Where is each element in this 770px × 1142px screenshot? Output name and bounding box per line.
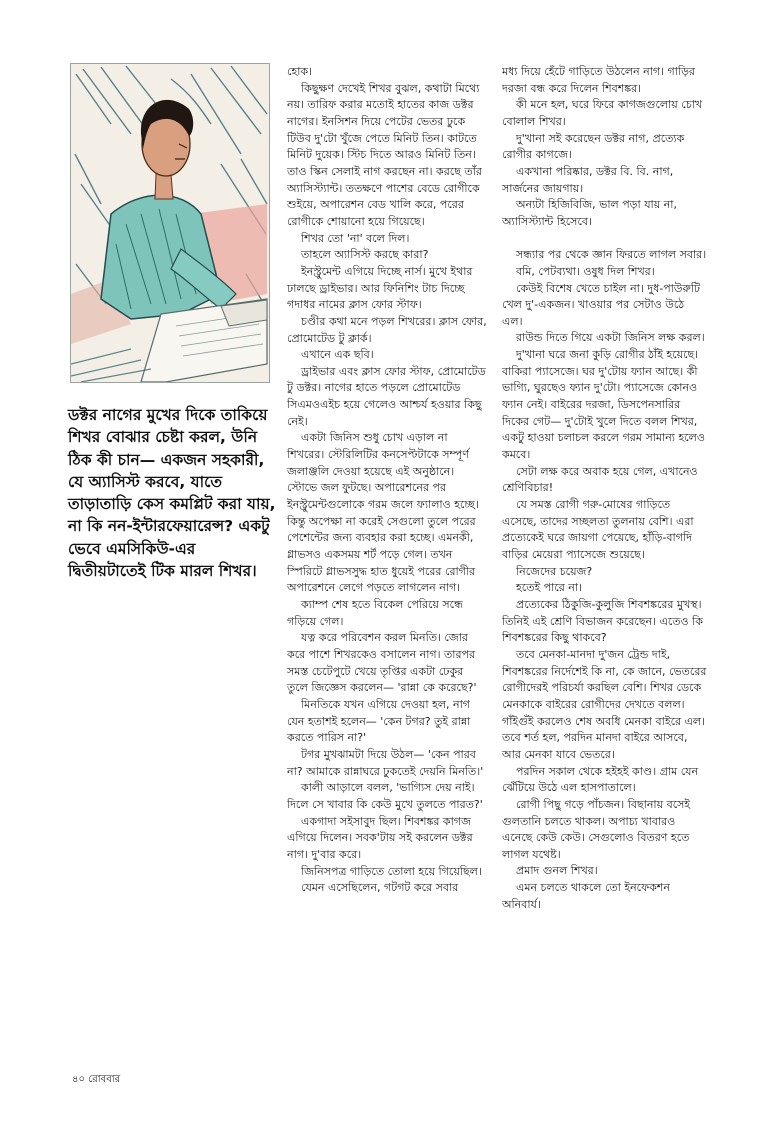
paragraph: চণ্ডীর কথা মনে পড়ল শিখরের। ক্লাস ফোর, প্রোমোটেড টু ক্লার্ক। — [287, 314, 487, 345]
paragraph: কেউই বিশেষ খেতে চাইল না। দুধ-পাউরুটি খেল দু'-একজন। খাওয়ার পর সেটাও উঠে এল। — [502, 281, 701, 328]
paragraph: ড্রাইভার এবং ক্লাস ফোর স্টাফ, প্রোমোটেড টু ডক্টর। নাগের হাতে পড়লে প্রোমোটেড সিএমওএইচ হয়ে গেলেও আশ্চর্য হওয়ার কিছু নেই। — [287, 364, 486, 428]
right-column — [502, 64, 707, 913]
paragraph: মধ্য দিয়ে হেঁটে গাড়িতে উঠলেন নাগ। গাড়ির দরজা বন্ধ করে দিলেন শিবশঙ্কর। — [502, 65, 695, 95]
paragraph: হতেই পারে না। — [516, 581, 582, 595]
paragraph: জিনিসপত্র গাড়িতে তোলা হয়ে গিয়েছিল। — [301, 864, 482, 878]
man-reading-illustration-icon — [71, 64, 269, 382]
illustration — [70, 63, 270, 383]
paragraph: তবে মেনকা-মানদা দু'জন ট্রেন্ড দাই, শিবশঙ্করের নির্দেশেই কি না, কে জানে, ভেতরের রোগীদেরই পরিচর্যা করছিল বেশি। শিখর ডেকে মেনকাকে বাইরের রোগীদের দেখতে বলল। গাঁইগুঁই করলেও শেষ অবধি মেনকা বাইরে এল। তবে শর্ত হল, পরদিন মানদা বাইরে আসবে, আর মেনকা যাবে ভেতরে। — [502, 647, 707, 761]
paragraph: মিনতিকে যখন এগিয়ে দেওয়া হল, নাগ যেন হতাশই হলেন— 'কেন টগর? তুই রান্না করতে পারিস না?' — [287, 697, 471, 745]
paragraph: টগর মুখঝামটা দিয়ে উঠল— 'কেন পারব না? আমাকে রান্নাঘরে ঢুকতেই দেয়নি মিনতি।' — [287, 747, 484, 778]
paragraph: একটা জিনিস শুধু চোখ এড়াল না শিখরের। স্টেরিলিটির কনসেপ্টটাকে সম্পূর্ণ জলাঞ্জলি দেওয়া হয়েছে এই অনুষ্ঠানে। স্টোভে জল ফুটছে। অপারেশনের পর ইনস্ট্রুমেন্টগুলোকে গরম জলে ফ্যালাও হচ্ছে। কিন্তু অপেক্ষা না করেই সেগুলো তুলে পরের পেশেন্টের জন্য ব্যবহার করা হচ্ছে। এমনকী, গ্লাভসও একসময় শর্ট পড়ে গেল। তখন স্পিরিটে গ্লাভসসুদ্ধ হাত ধুয়েই পরের রোগীর অপারেশনে লেগে পড়তে লাগলেন নাগ। — [287, 431, 479, 595]
paragraph: রোগী পিছু গড়ে পাঁচজন। বিছানায় বসেই গুলতানি চলতে থাকল। অপাচ্য খাবারও এনেছে কেউ কেউ। সেগুলোও বিতরণ হতে লাগল যথেষ্ট। — [502, 797, 691, 861]
pull-quote: ডক্টর নাগের মুখের দিকে তাকিয়ে শিখর বোঝার চেষ্টা করল, উনি ঠিক কী চান— একজন সহকারী, যে অ্যাসিস্ট করবে, যাতে তাড়াতাড়ি কেস কমপ্লিট করা যায়, না কি নন-ইন্টারফেয়ারেন্স? একটু ভেবে এমসিকিউ-এর দ্বিতীয়টাতেই টিক মারল শিখর। — [68, 406, 276, 581]
paragraph: বমি, পেটব্যথা। ওষুধ দিল শিখর। — [516, 264, 655, 278]
paragraph: যে সমস্ত রোগী গরু-মোষের গাড়িতে এসেছে, তাদের সচ্ছলতা তুলনায় বেশি। এরা প্রত্যেকেই ঘরে জায়গা পেয়েছে, হাঁড়ি-বাগদি বাড়ির মেয়েরা প্যাসেজে শুয়েছে। — [502, 498, 694, 562]
paragraph: দু'খানা ঘরে জনা কুড়ি রোগীর ঠাঁই হয়েছে। বাকিরা প্যাসেজে। ঘর দু'টোয় ফ্যান আছে। কী ভাগ্যি, ঘুরছেও ফ্যান দু'টো। প্যাসেজে কোনও ফ্যান নেই। বাইরের দরজা, ডিসপেনসারির দিকের গেট— দু'টোই খুলে দিতে বলল শিখর, একটু হাওয়া চলাচল করলে গরম সামান্য হলেও কমবে। — [502, 348, 705, 462]
middle-column — [287, 64, 487, 897]
paragraph: হোক। — [287, 65, 313, 78]
paragraph: নিজেদের চয়েজ? — [516, 564, 593, 578]
paragraph: সেটা লক্ষ করে অবাক হয়ে গেল, এখানেও শ্রেণিবিচার! — [502, 464, 698, 495]
paragraph: প্রমাদ গুনল শিখর। — [516, 864, 598, 878]
paragraph: সন্ধ্যার পর থেকে জ্ঞান ফিরতে লাগল সবার। — [516, 248, 707, 262]
paragraph: দু'খানা সই করেছেন ডক্টর নাগ, প্রত্যেক রোগীর কাগজে। — [502, 131, 685, 162]
paragraph: এমন চলতে থাকলে তো ইনফেকশন অনিবার্য। — [502, 881, 670, 911]
paragraph: অন্যটা হিজিবিজি, ভাল পড়া যায় না, অ্যাসিস্ট্যান্ট হিসেবে। — [502, 198, 677, 228]
paragraph: যত্ন করে পরিবেশন করল মিনতি। জোর করে পাশে শিখরকেও বসালেন নাগ। তারপর সমস্ত চেটেপুটে খেয়ে তৃপ্তির একটা ঢেকুর তুলে জিজ্ঞেস করলেন— 'রান্না কে করেছে?' — [287, 631, 477, 695]
paragraph: একখানা পরিষ্কার, ডক্টর বি. বি. নাগ, সার্জনের জায়গায়। — [502, 164, 674, 195]
paragraph: একগাদা সইসাবুদ ছিল। শিবশঙ্কর কাগজ এগিয়ে দিলেন। সবক'টায় সই করলেন ডক্টর নাগ। দু'বার করে। — [287, 814, 473, 861]
paragraph: এখানে এক ছবি। — [301, 348, 374, 362]
paragraph: রাউন্ড দিতে গিয়ে একটা জিনিস লক্ষ করল। — [516, 331, 705, 345]
paragraph: ইনস্ট্রুমেন্ট এগিয়ে দিচ্ছে নার্স। মুখে ইথার ঢালছে ড্রাইভার। আর ফিনিশিং টাচ দিচ্ছে গদাধর নামের ক্লাস ফোর স্টাফ। — [287, 264, 473, 312]
page-folio: ৪০ রোববার — [72, 1074, 121, 1085]
paragraph: কালী আড়ালে বলল, 'ভাগ্যিস দেয় নাই। দিলে সে খাবার কি কেউ মুখে তুলতে পারত?' — [287, 781, 483, 811]
paragraph: প্রত্যেকের ঠিকুজি-কুলুজি শিবশঙ্করের মুখস্থ। তিনিই এই শ্রেণি বিভাজন করেছেন। এতেও কি শিবশঙ্করের কিছু থাকবে? — [502, 597, 703, 645]
paragraph: যেমন এসেছিলেন, গটগট করে সবার — [301, 881, 459, 895]
paragraph: শিখর তো 'না' বলে দিল। — [301, 231, 410, 245]
paragraph: তাহলে অ্যাসিস্ট করছে কারা? — [301, 248, 429, 262]
paragraph: পরদিন সকাল থেকে হইহই কাণ্ড। গ্রাম যেন ঝেঁটিয়ে উঠে এল হাসপাতালে। — [502, 764, 699, 795]
paragraph: ক্যাম্প শেষ হতে বিকেল পেরিয়ে সন্ধে গড়িয়ে গেল। — [287, 598, 463, 628]
paragraph: কী মনে হল, ঘরে ফিরে কাগজগুলোয় চোখ বোলাল শিখর। — [502, 98, 703, 128]
paragraph: কিছুক্ষণ দেখেই শিখর বুঝল, কথাটা মিথ্যে নয়। তারিফ করার মতোই হাতের কাজ ডক্টর নাগের। ইনসিশন দিয়ে পেটের ভেতর ঢুকে টিউব দু'টো খুঁজে পেতে মিনিট তিন। কাটতে মিনিট দুয়েক। স্টিচ দিতে আরও মিনিট তিন। তাও স্কিন সেলাই নাগ করছেন না। করছে তাঁর অ্যাসিস্ট্যান্ট। ততক্ষণে পাশের বেডে রোগীকে শুইয়ে, অপারেশন বেড খালি করে, পরের রোগীকে শোয়ানো হয়ে গিয়েছে। — [287, 81, 482, 228]
